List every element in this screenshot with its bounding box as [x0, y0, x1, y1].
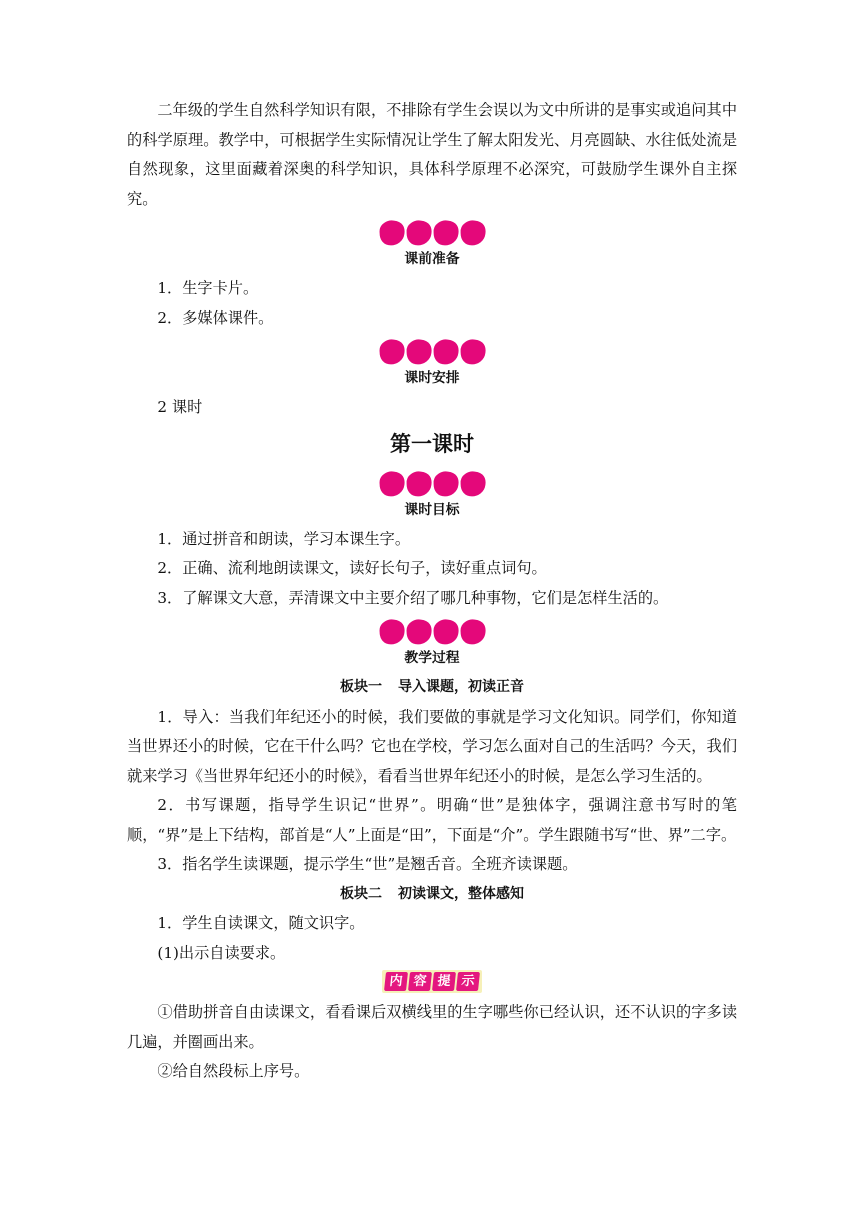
process-paragraph: 1．学生自读课文，随文识字。: [157, 914, 365, 932]
preparation-item: 1．生字卡片。: [157, 279, 259, 297]
petal-circle: [460, 220, 486, 246]
section-decoration: [127, 469, 737, 499]
flower-circles-icon: [376, 469, 488, 499]
tip-item: ①借助拼音自由读课文，看看课后双横线里的生字哪些你已经认识，还不认识的字多读几遍，并圈画出来。: [127, 1003, 737, 1051]
preparation-heading: 课前准备: [404, 251, 460, 267]
tip-char: 容: [408, 972, 432, 991]
flower-circles-icon: [376, 218, 488, 248]
tip-item: ②给自然段标上序号。: [157, 1062, 310, 1080]
petal-circle: [406, 220, 432, 246]
objective-item: 1．通过拼音和朗读，学习本课生字。: [157, 529, 411, 548]
tip-char: 内: [384, 972, 408, 991]
process-paragraph: 3．指名学生读课题，提示学生“世”是翘舌音。全班齐读课题。: [157, 855, 578, 873]
objective-item: 2．正确、流利地朗读课文，读好长句子，读好重点词句。: [157, 559, 547, 577]
flower-circles-icon: [376, 617, 488, 647]
petal-circle: [433, 339, 459, 365]
intro-paragraph: 二年级的学生自然科学知识有限，不排除有学生会误以为文中所讲的是事实或追问其中的科学原理。教学中，可根据学生实际情况让学生了解太阳发光、月亮圆缺、水往低处流是自然现象，这里面藏着深奥的科学知识，具体科学原理不必深究，可鼓励学生课外自主探究。: [127, 101, 737, 208]
block-label: 板块一: [340, 679, 382, 695]
block-label: 板块二: [340, 885, 382, 902]
content-tip-badge: [127, 970, 737, 998]
section-decoration: [127, 337, 737, 367]
schedule-heading: 课时安排: [404, 370, 460, 386]
document-page: [127, 96, 737, 1087]
process-paragraph: 1．导入：当我们年纪还小的时候，我们要做的事就是学习文化知识。同学们，你知道当世界还小的时候，它在干什么吗？它也在学校，学习怎么面对自己的生活吗？今天，我们就来学习《当世界年纪还小的时候》，看看当世界年纪还小的时候，是怎么学习生活的。: [127, 707, 737, 785]
process-paragraph: 2．书写课题，指导学生识记“世界”。明确“世”是独体字，强调注意书写时的笔顺，“界”是上下结构，部首是“人”上面是“田”，下面是“介”。学生跟随书写“世、界”二字。: [127, 796, 737, 844]
petal-circle: [379, 339, 405, 365]
tip-char: 示: [456, 972, 480, 991]
block-one-title: [127, 673, 737, 703]
process-paragraph: (1)出示自读要求。: [157, 943, 286, 962]
block-two-title: [127, 880, 737, 910]
petal-circle: [460, 339, 486, 365]
process-heading: 教学过程: [404, 650, 460, 666]
flower-circles-icon: [376, 337, 488, 367]
petal-circle: [460, 470, 486, 496]
objectives-heading: 课时目标: [404, 501, 460, 518]
petal-circle: [379, 220, 405, 246]
block-title-text: 初读课文，整体感知: [398, 885, 524, 902]
tip-char: 提: [432, 972, 456, 991]
section-decoration: [127, 218, 737, 248]
preparation-item: 2．多媒体课件。: [157, 308, 274, 327]
block-title-text: 导入课题，初读正音: [398, 679, 524, 695]
petal-circle: [433, 220, 459, 246]
petal-circle: [433, 470, 459, 496]
petal-circle: [379, 619, 405, 645]
lesson-title: 第一课时: [390, 431, 474, 456]
schedule-text: 2 课时: [157, 398, 203, 416]
section-decoration: [127, 617, 737, 647]
petal-circle: [460, 619, 486, 645]
objective-item: 3．了解课文大意，弄清课文中主要介绍了哪几种事物，它们是怎样生活的。: [157, 588, 669, 607]
petal-circle: [406, 339, 432, 365]
petal-circle: [433, 619, 459, 645]
petal-circle: [406, 470, 432, 496]
petal-circle: [406, 619, 432, 645]
petal-circle: [379, 470, 405, 496]
